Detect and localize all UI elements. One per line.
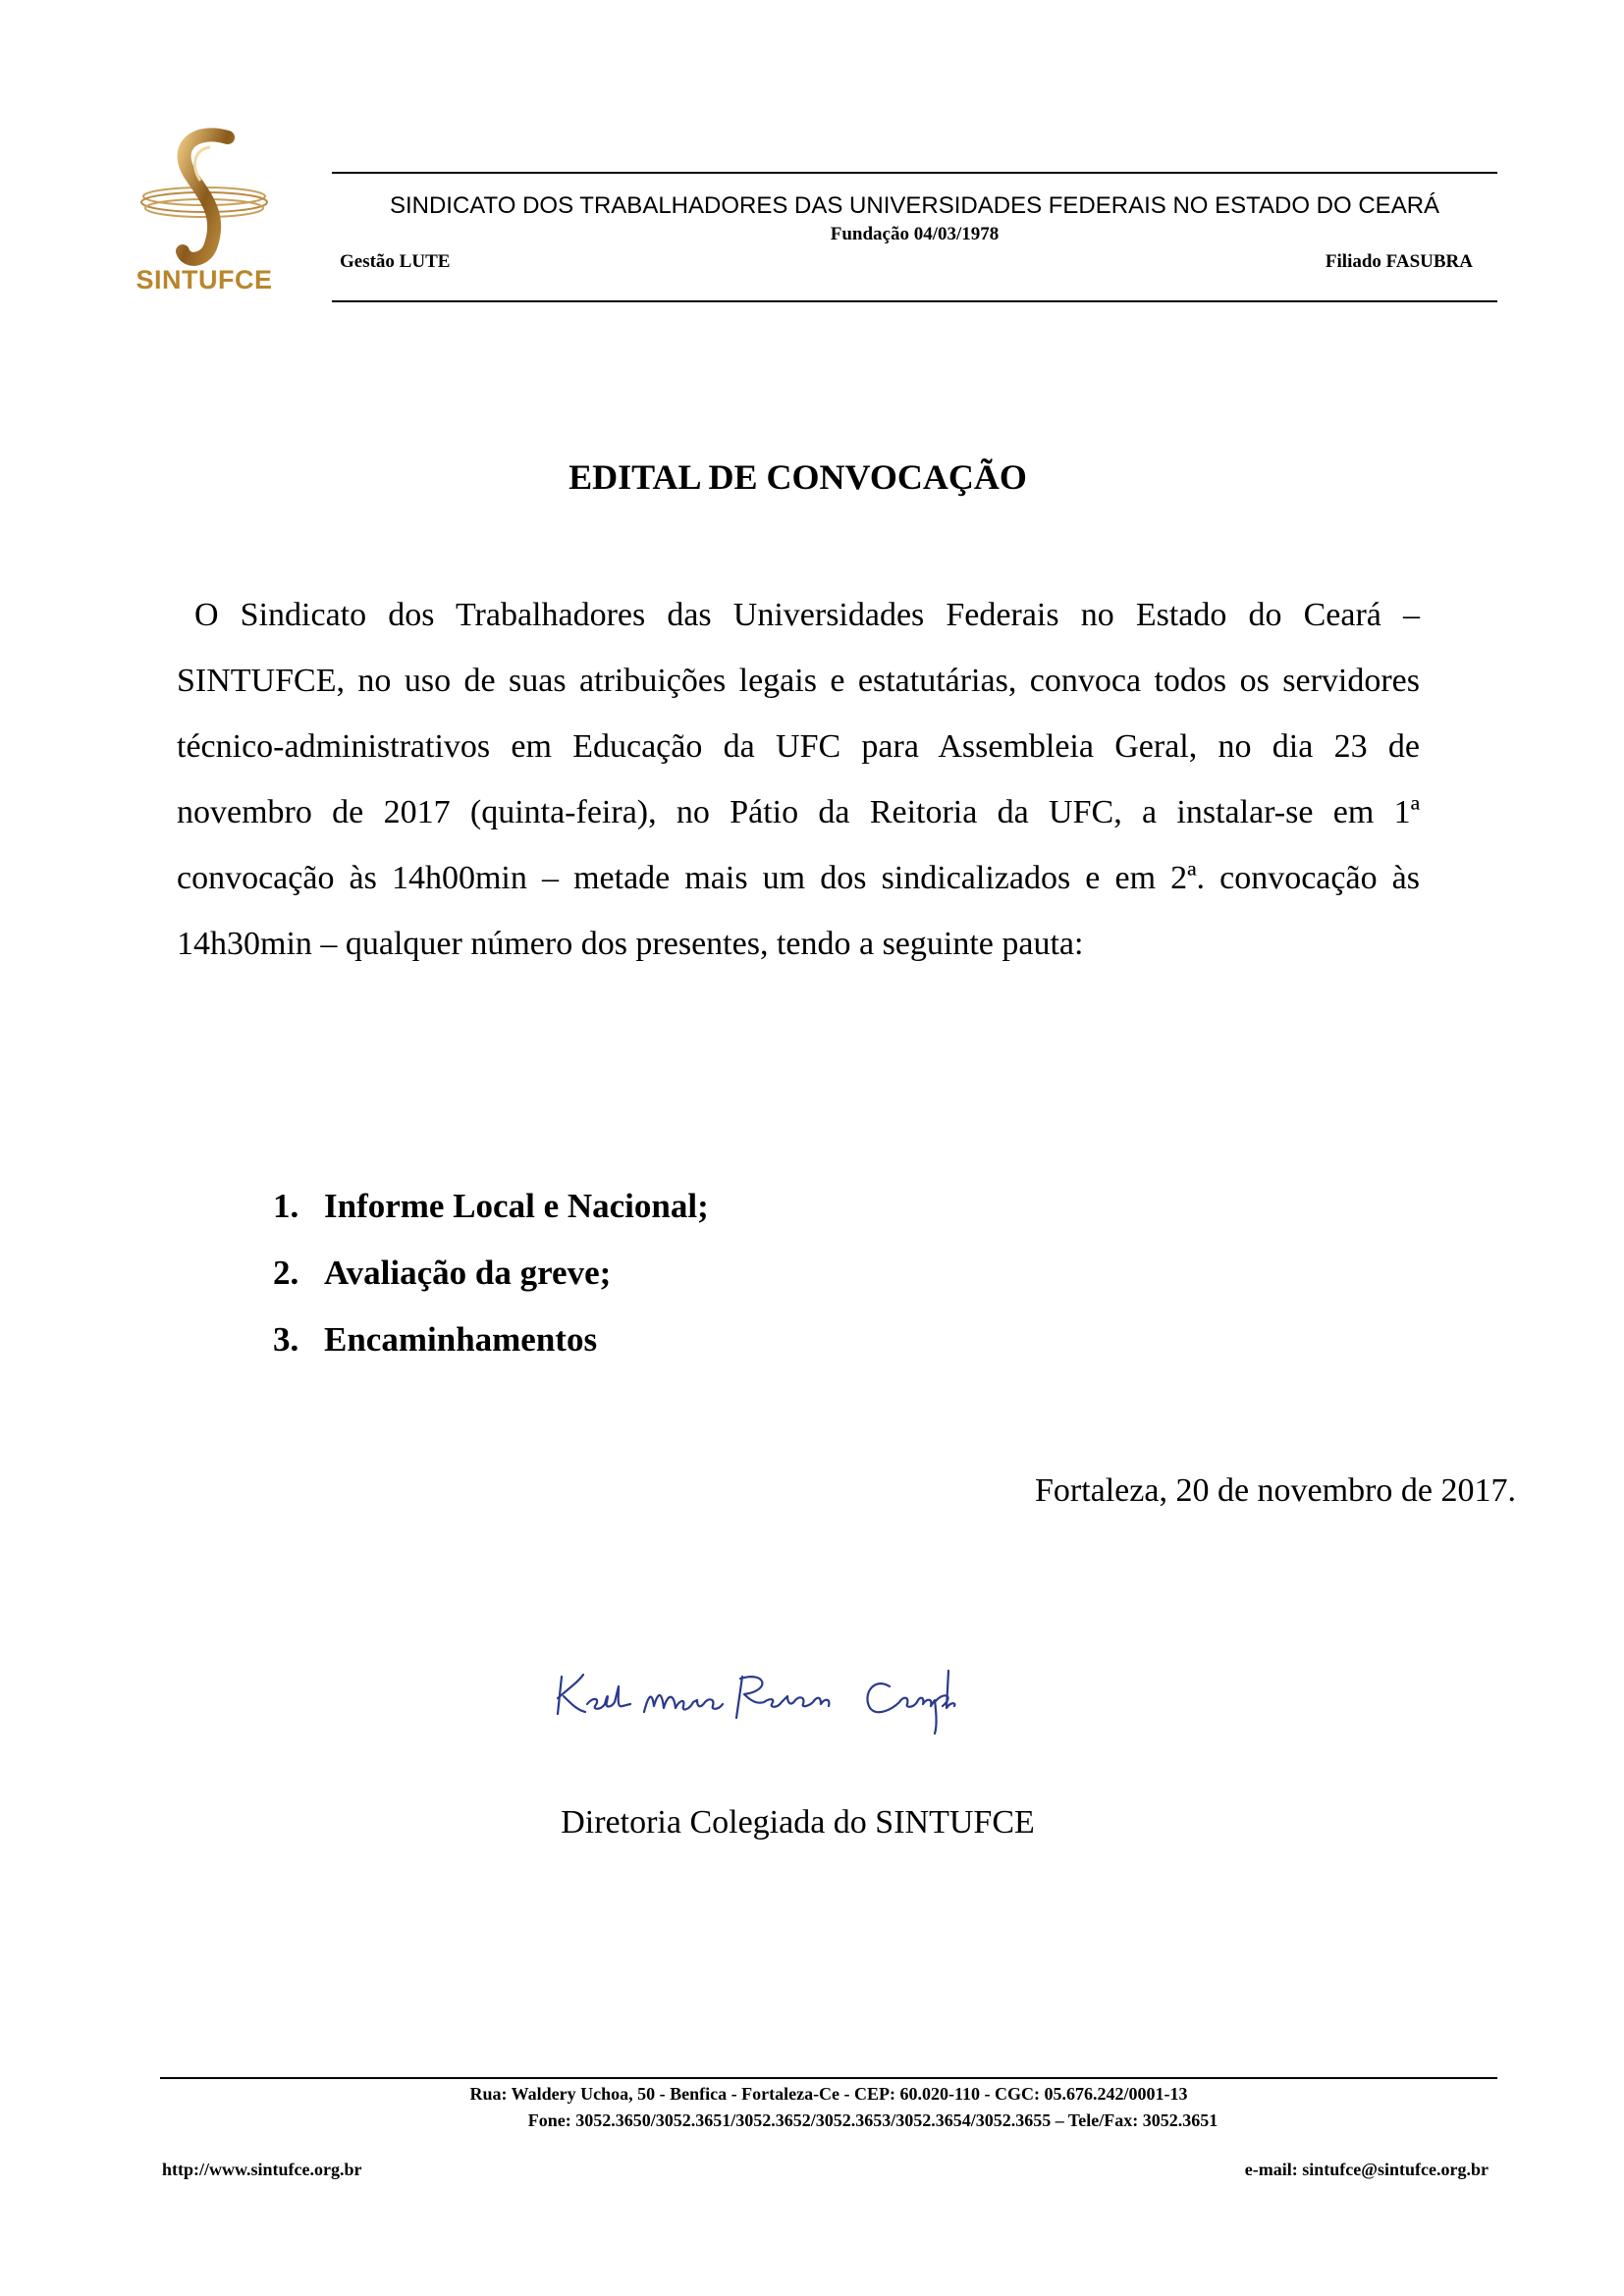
agenda-list <box>273 1173 709 1373</box>
footer-rule <box>160 2077 1497 2079</box>
document-title: EDITAL DE CONVOCAÇÃO <box>568 457 1027 497</box>
header-rule-top <box>332 172 1497 174</box>
agenda-item: 2. Avaliação da greve; <box>273 1254 612 1292</box>
logo-text: SINTUFCE <box>135 265 273 294</box>
agenda-item: 1. Informe Local e Nacional; <box>273 1187 709 1225</box>
footer-phones: Fone: 3052.3650/3052.3651/3052.3652/3052.3653/3052.3654/3052.3655 – Tele/Fax: 3052.3651 <box>527 2110 1218 2130</box>
foundation-date: Fundação 04/03/1978 <box>830 224 1000 244</box>
affiliation-label: Filiado FASUBRA <box>1325 251 1473 272</box>
organization-name: SINDICATO DOS TRABALHADORES DAS UNIVERSIDADES FEDERAIS NO ESTADO DO CEARÁ <box>389 192 1440 219</box>
footer-website-link[interactable]: http://www.sintufce.org.br <box>162 2160 362 2179</box>
header-rule-bottom <box>332 300 1497 302</box>
footer-email-link[interactable]: e-mail: sintufce@sintufce.org.br <box>1244 2160 1489 2179</box>
agenda-item: 3. Encaminhamentos <box>273 1320 598 1359</box>
handwritten-signature <box>550 1647 1011 1735</box>
signatory-name: Diretoria Colegiada do SINTUFCE <box>561 1804 1035 1841</box>
management-label: Gestão LUTE <box>340 251 451 272</box>
footer-address: Rua: Waldery Uchoa, 50 - Benfica - Fortaleza-Ce - CEP: 60.020-110 - CGC: 05.676.242/0001-13 <box>469 2084 1188 2104</box>
convocation-paragraph: O Sindicato dos Trabalhadores das Universidades Federais no Estado do Ceará – SINTUFCE, no uso de suas atribuições legais e estatutárias, convoca todos os servidores técnico-administrativos em Educação da UFC para Assembleia Geral, no dia 23 de novembro de 2017 (quinta-feira), no Pátio da Reitoria da UFC, a instalar-se em 1ª convocação às 14h00min – metade mais um dos sindicalizados e em 2ª. convocação às 14h30min – qualquer número dos presentes, tendo a seguinte pauta: <box>177 597 1420 962</box>
date-line: Fortaleza, 20 de novembro de 2017. <box>1034 1472 1516 1509</box>
